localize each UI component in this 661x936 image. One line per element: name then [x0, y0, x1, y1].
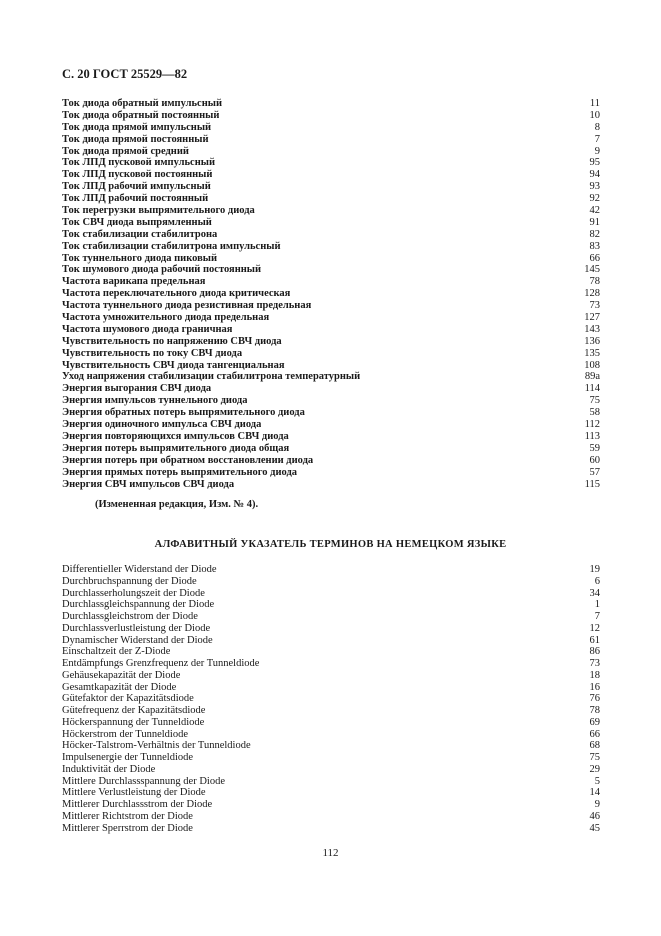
index-term: Induktivität der Diode — [62, 763, 156, 775]
revision-note: (Измененная редакция, Изм. № 4). — [95, 499, 259, 510]
index-page-ref: 68 — [589, 740, 600, 752]
index-entry — [62, 146, 600, 158]
index-entry — [62, 611, 600, 623]
index-page-ref: 91 — [589, 216, 600, 228]
index-page-ref: 114 — [584, 383, 600, 395]
index-page-ref: 9 — [594, 145, 600, 157]
index-term: Differentieller Widerstand der Diode — [62, 564, 217, 575]
german-index-title: АЛФАВИТНЫЙ УКАЗАТЕЛЬ ТЕРМИНОВ НА НЕМЕЦКОМ ЯЗЫКЕ — [154, 539, 507, 550]
index-page-ref: 14 — [589, 787, 600, 799]
index-page-ref: 9 — [594, 799, 600, 810]
index-page-ref: 12 — [589, 622, 600, 634]
index-term: Чувствительность по напряжению СВЧ диода — [62, 335, 282, 347]
index-entry — [62, 576, 600, 588]
index-entry — [62, 312, 600, 324]
index-entry — [62, 764, 600, 776]
index-entry — [62, 693, 600, 705]
index-page-ref: 66 — [589, 252, 600, 264]
index-entry — [62, 157, 600, 169]
index-page-ref: 78 — [589, 705, 600, 716]
index-term: Impulsenergie der Tunneldiode — [62, 752, 194, 763]
index-page-ref: 128 — [584, 288, 600, 300]
index-term: Частота туннельного диода резистивная предельная — [62, 300, 312, 312]
index-entry — [62, 431, 600, 443]
index-term: Энергия выгорания СВЧ диода — [62, 383, 212, 395]
index-term: Энергия потерь при обратном восстановлении диода — [62, 454, 314, 466]
index-entry — [62, 217, 600, 229]
index-entry — [62, 253, 600, 265]
index-entry — [62, 823, 600, 835]
index-term: Höcker-Talstrom-Verhältnis der Tunneldiode — [62, 740, 251, 752]
index-page-ref: 108 — [584, 359, 600, 371]
index-page-ref: 95 — [589, 157, 600, 169]
index-entry — [62, 300, 600, 312]
index-page-ref: 8 — [594, 121, 600, 133]
index-entry — [62, 729, 600, 741]
index-term: Ток перегрузки выпрямительного диода — [62, 205, 255, 217]
index-term: Ток ЛПД пусковой постоянный — [62, 169, 213, 181]
index-page-ref: 115 — [584, 478, 600, 490]
index-entry — [62, 588, 600, 600]
index-term: Ток СВЧ диода выпрямленный — [62, 216, 212, 228]
index-page-ref: 135 — [584, 347, 600, 359]
index-page-ref: 86 — [589, 646, 600, 658]
index-term: Durchlassverlustleistung der Diode — [62, 622, 211, 634]
index-page-ref: 136 — [584, 335, 600, 347]
index-entry — [62, 682, 600, 694]
index-entry — [62, 799, 600, 811]
index-term: Gesamtkapazität der Diode — [62, 681, 177, 693]
index-term: Ток ЛПД рабочий импульсный — [62, 181, 211, 193]
index-entry — [62, 122, 600, 134]
index-entry — [62, 599, 600, 611]
index-term: Частота переключательного диода критическая — [62, 288, 291, 300]
index-page-ref: 92 — [589, 193, 600, 205]
index-term: Частота умножительного диода предельная — [62, 312, 270, 324]
index-entry — [62, 717, 600, 729]
index-term: Mittlere Durchlassspannung der Diode — [62, 775, 226, 787]
index-entry — [62, 395, 600, 407]
index-page-ref: 60 — [589, 454, 600, 466]
index-entry — [62, 811, 600, 823]
index-term: Ток диода прямой средний — [62, 145, 189, 157]
index-term: Mittlerer Durchlassstrom der Diode — [62, 799, 213, 810]
index-page-ref: 1 — [594, 599, 600, 611]
index-term: Mittlere Verlustleistung der Diode — [62, 787, 206, 799]
index-page-ref: 5 — [594, 775, 600, 787]
index-term: Ток диода прямой постоянный — [62, 133, 209, 145]
index-term: Mittlerer Sperrstrom der Diode — [62, 822, 193, 834]
index-term: Gehäusekapazität der Diode — [62, 669, 181, 681]
index-entry — [62, 264, 600, 276]
index-page-ref: 76 — [589, 693, 600, 705]
index-entry — [62, 360, 600, 372]
index-term: Durchlasserholungszeit der Diode — [62, 587, 205, 599]
index-page-ref: 59 — [589, 442, 600, 454]
index-entry — [62, 407, 600, 419]
index-page-ref: 7 — [594, 611, 600, 622]
index-entry — [62, 776, 600, 788]
index-entry — [62, 479, 600, 491]
index-term: Энергия обратных потерь выпрямительного диода — [62, 407, 305, 419]
index-entry — [62, 467, 600, 479]
index-page-ref: 89а — [584, 371, 600, 383]
index-entry — [62, 98, 600, 110]
index-page-ref: 34 — [589, 587, 600, 599]
index-term: Durchlassgleichstrom der Diode — [62, 611, 198, 622]
index-term: Mittlerer Richtstrom der Diode — [62, 810, 193, 822]
index-term: Энергия прямых потерь выпрямительного диода — [62, 466, 298, 478]
index-entry — [62, 348, 600, 360]
index-term: Энергия одиночного импульса СВЧ диода — [62, 419, 262, 431]
index-page-ref: 66 — [589, 728, 600, 740]
index-page-ref: 6 — [594, 575, 600, 587]
index-term: Entdämpfungs Grenzfrequenz der Tunneldiode — [62, 658, 260, 669]
index-term: Ток диода обратный постоянный — [62, 109, 220, 121]
index-page-ref: 58 — [589, 407, 600, 419]
index-term: Чувствительность по току СВЧ диода — [62, 347, 243, 359]
index-term: Ток стабилизации стабилитрона импульсный — [62, 240, 281, 252]
index-term: Durchlassgleichspannung der Diode — [62, 599, 215, 611]
page-number: 112 — [322, 847, 339, 859]
index-term: Частота варикапа предельная — [62, 276, 206, 288]
index-term: Ток диода обратный импульсный — [62, 98, 222, 109]
index-page-ref: 73 — [589, 300, 600, 312]
index-entry — [62, 324, 600, 336]
index-entry — [62, 752, 600, 764]
index-term: Энергия повторяющихся импульсов СВЧ диода — [62, 430, 289, 442]
index-entry — [62, 205, 600, 217]
index-entry — [62, 241, 600, 253]
german-term-index — [62, 564, 600, 834]
index-entry — [62, 181, 600, 193]
index-entry — [62, 670, 600, 682]
index-entry — [62, 623, 600, 635]
index-entry — [62, 229, 600, 241]
page-header: С. 20 ГОСТ 25529—82 — [62, 67, 188, 81]
index-page-ref: 75 — [589, 395, 600, 407]
index-term: Энергия импульсов туннельного диода — [62, 395, 248, 407]
index-entry — [62, 288, 600, 300]
index-entry — [62, 336, 600, 348]
index-term: Ток стабилизации стабилитрона — [62, 228, 218, 240]
index-entry — [62, 134, 600, 146]
index-entry — [62, 193, 600, 205]
index-page-ref: 113 — [584, 430, 600, 442]
index-page-ref: 7 — [594, 133, 600, 145]
index-entry — [62, 564, 600, 576]
index-term: Dynamischer Widerstand der Diode — [62, 634, 213, 646]
index-entry — [62, 658, 600, 670]
index-page-ref: 16 — [589, 681, 600, 693]
index-term: Уход напряжения стабилизации стабилитрона температурный — [62, 371, 361, 383]
index-entry — [62, 276, 600, 288]
index-entry — [62, 419, 600, 431]
index-entry — [62, 646, 600, 658]
index-term: Ток ЛПД рабочий постоянный — [62, 193, 209, 205]
index-page-ref: 42 — [589, 205, 600, 217]
index-entry — [62, 635, 600, 647]
index-term: Höckerspannung der Tunneldiode — [62, 716, 205, 728]
index-page-ref: 83 — [589, 240, 600, 252]
index-page-ref: 29 — [589, 763, 600, 775]
index-page-ref: 10 — [589, 109, 600, 121]
index-entry — [62, 787, 600, 799]
index-entry — [62, 371, 600, 383]
index-term: Gütefrequenz der Kapazitätsdiode — [62, 705, 206, 716]
index-term: Частота шумового диода граничная — [62, 323, 233, 335]
index-term: Gütefaktor der Kapazitätsdiode — [62, 693, 194, 705]
index-entry — [62, 169, 600, 181]
index-term: Чувствительность СВЧ диода тангенциальная — [62, 359, 285, 371]
index-page-ref: 112 — [584, 419, 600, 431]
index-term: Höckerstrom der Tunneldiode — [62, 728, 188, 740]
index-entry — [62, 110, 600, 122]
index-term: Ток шумового диода рабочий постоянный — [62, 264, 262, 276]
index-page-ref: 75 — [589, 752, 600, 763]
index-page-ref: 46 — [589, 810, 600, 822]
index-page-ref: 57 — [589, 466, 600, 478]
index-page-ref: 78 — [589, 276, 600, 288]
index-entry — [62, 383, 600, 395]
index-term: Энергия СВЧ импульсов СВЧ диода — [62, 478, 235, 490]
index-entry — [62, 705, 600, 717]
index-term: Einschaltzeit der Z-Diode — [62, 646, 171, 658]
russian-term-index — [62, 98, 600, 490]
index-page-ref: 143 — [584, 323, 600, 335]
index-page-ref: 127 — [584, 312, 600, 324]
index-page-ref: 18 — [589, 669, 600, 681]
index-entry — [62, 443, 600, 455]
index-page-ref: 73 — [589, 658, 600, 669]
index-term: Энергия потерь выпрямительного диода общая — [62, 442, 290, 454]
index-term: Durchbruchspannung der Diode — [62, 575, 197, 587]
index-page-ref: 11 — [589, 98, 600, 109]
index-term: Ток туннельного диода пиковый — [62, 252, 218, 264]
index-page-ref: 19 — [589, 564, 600, 575]
index-page-ref: 45 — [589, 822, 600, 834]
index-page-ref: 94 — [589, 169, 600, 181]
index-term: Ток ЛПД пусковой импульсный — [62, 157, 215, 169]
index-term: Ток диода прямой импульсный — [62, 121, 212, 133]
index-page-ref: 69 — [589, 716, 600, 728]
index-entry — [62, 455, 600, 467]
index-page-ref: 61 — [589, 634, 600, 646]
index-page-ref: 93 — [589, 181, 600, 193]
index-page-ref: 82 — [589, 228, 600, 240]
index-page-ref: 145 — [584, 264, 600, 276]
index-entry — [62, 740, 600, 752]
